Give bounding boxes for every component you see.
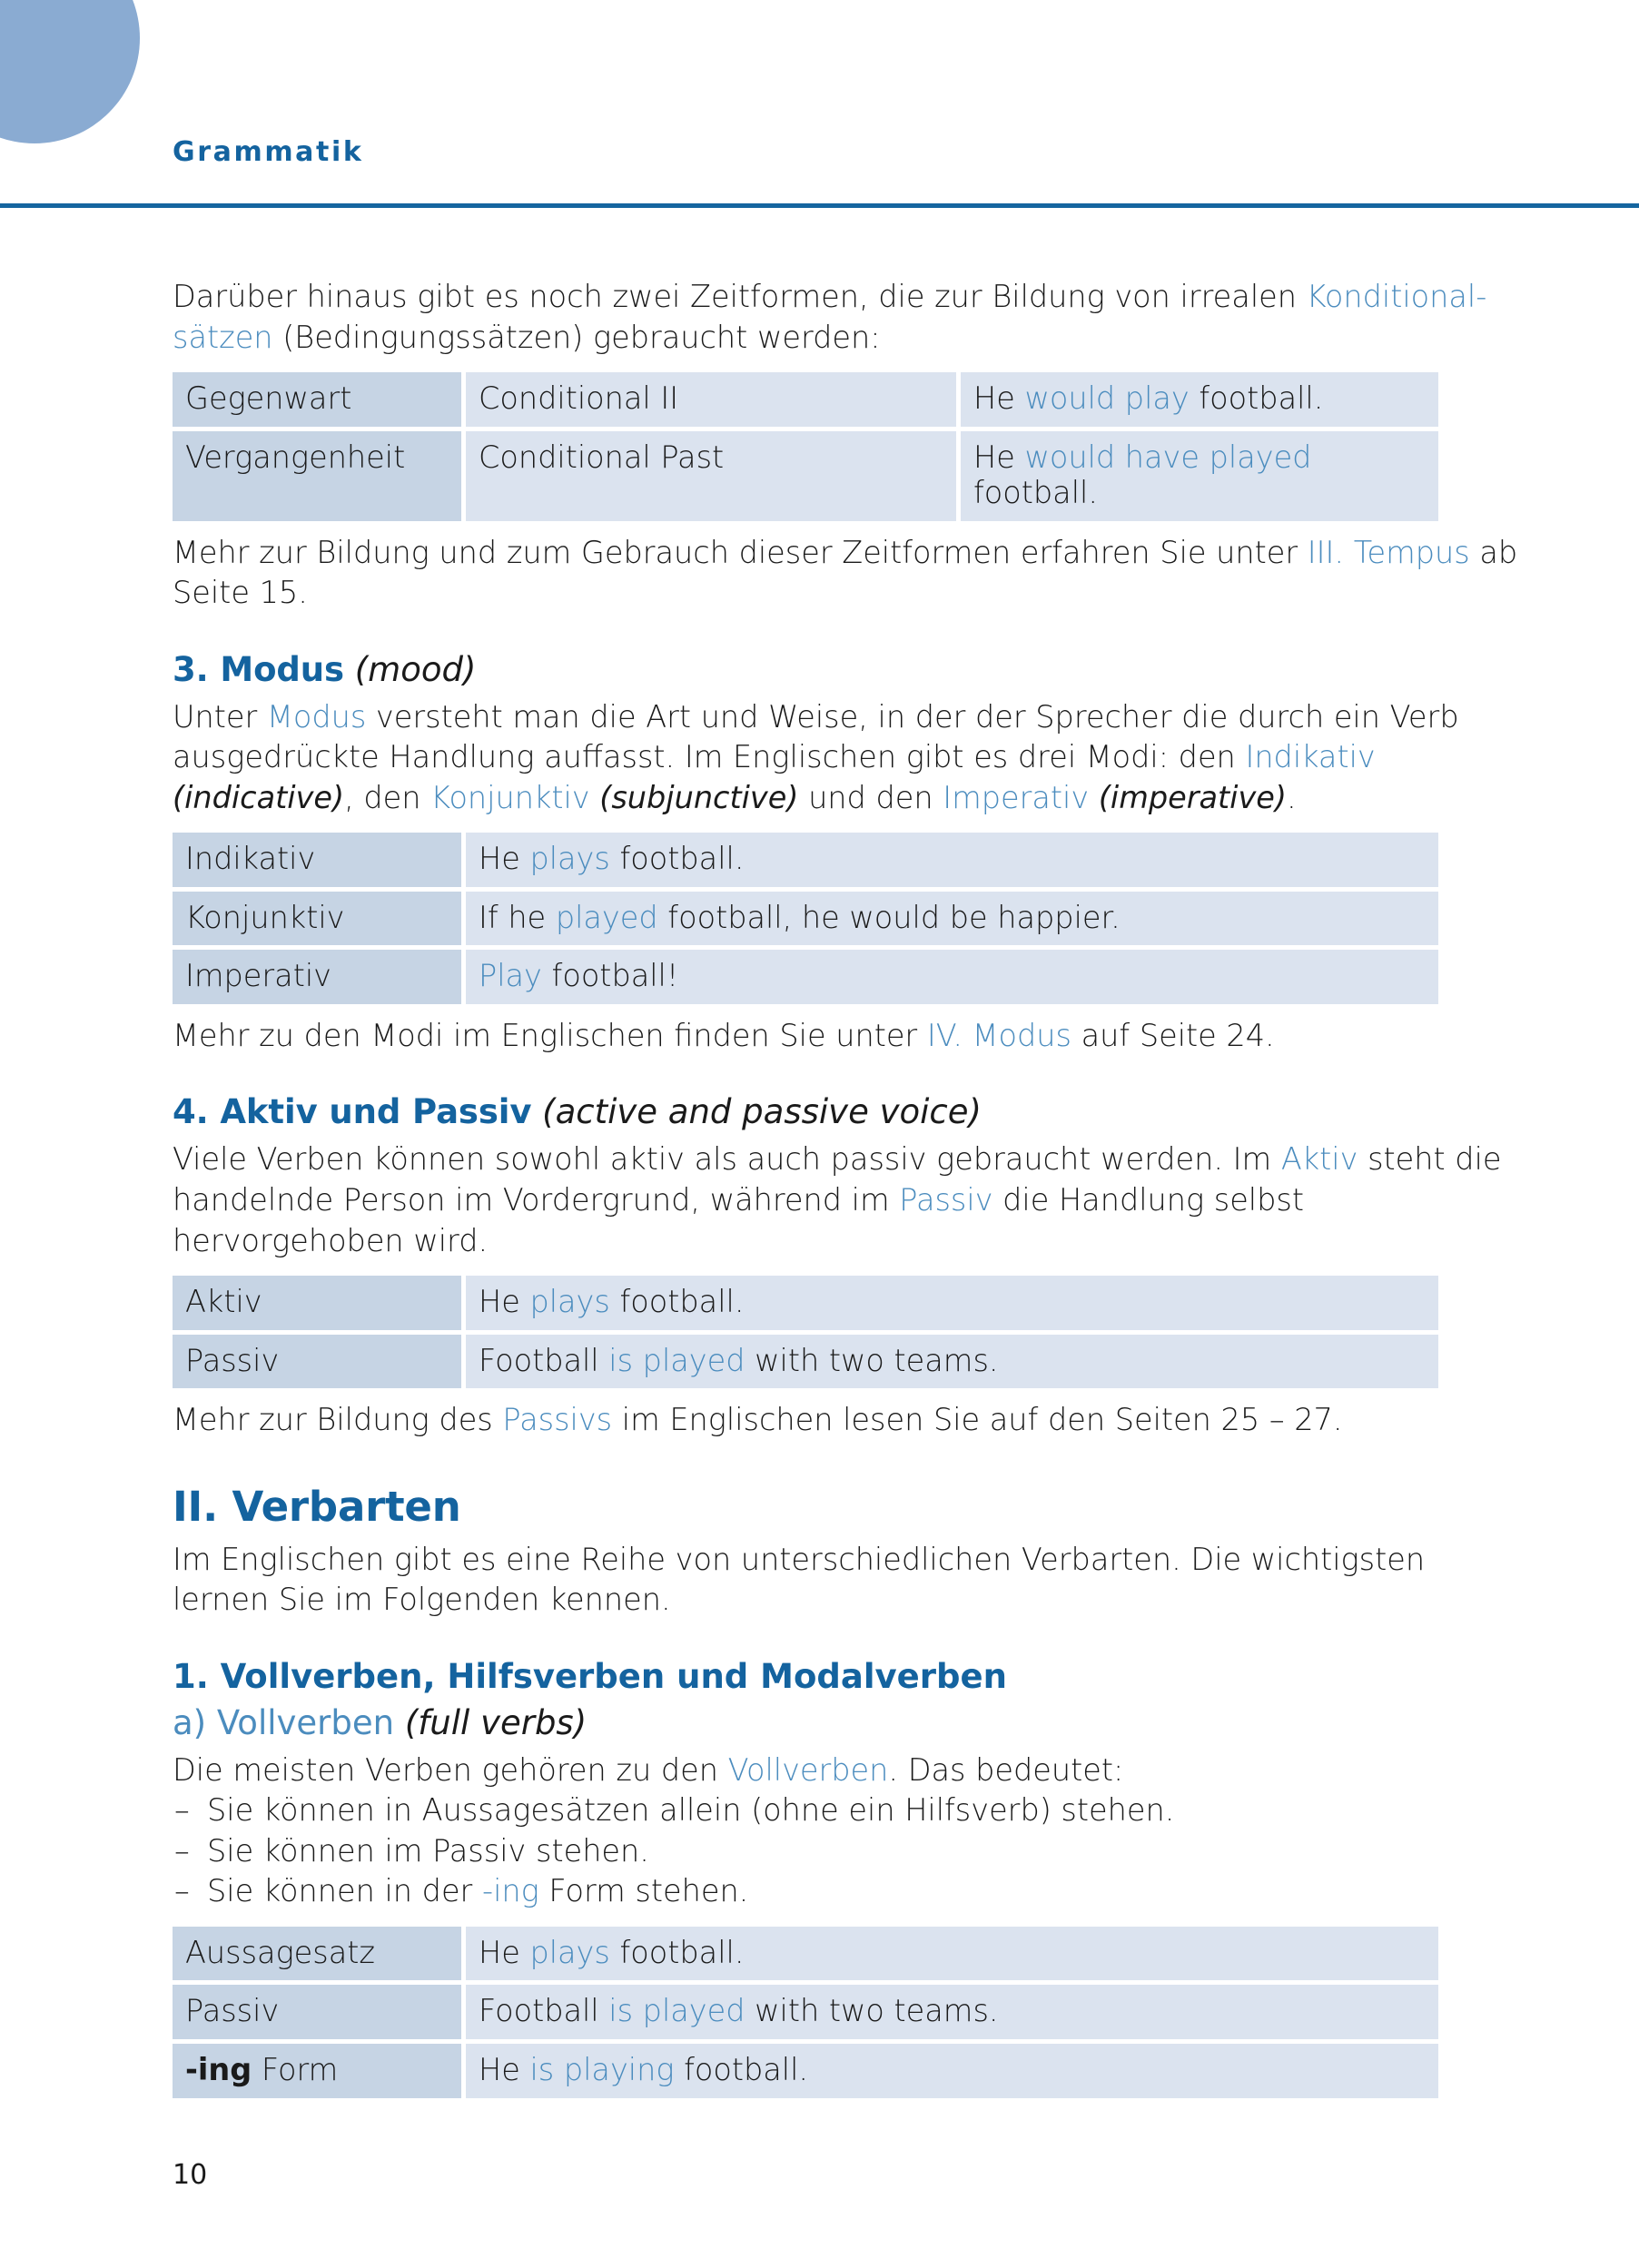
cell-example: [466, 1985, 1438, 2039]
cell-example: [961, 431, 1438, 521]
voice-paragraph: [173, 1139, 1530, 1261]
intro-term-konditionalsaetze-part1: Konditional-: [1306, 279, 1487, 314]
example-highlight: would have played: [1024, 439, 1312, 475]
term-imperativ-english: (imperative): [1089, 779, 1287, 815]
table-row: [173, 1335, 1438, 1389]
intro-term-konditionalsaetze-part2: sätzen: [173, 319, 273, 355]
modus-paragraph: [173, 697, 1530, 819]
term-vollverben: Vollverben: [727, 1751, 889, 1788]
term-konjunktiv-english: (subjunctive): [589, 779, 799, 815]
cell-label: Imperativ: [173, 950, 461, 1004]
list-item-post: Form stehen.: [538, 1873, 749, 1909]
example-post: football.: [1189, 380, 1324, 417]
example-post: football.: [609, 841, 745, 877]
example-pre: He: [479, 1284, 530, 1320]
after-voice-paragraph: [173, 1400, 1530, 1441]
term-konjunktiv: Konjunktiv: [430, 779, 590, 815]
table-row: [173, 950, 1438, 1004]
example-highlight: is playing: [529, 2052, 675, 2087]
example-post: football.: [973, 475, 1098, 511]
table-vollverben: [168, 1922, 1443, 2103]
after-cond-a: Mehr zur Bildung und zum Gebrauch dieser Zeitformen erfahren Sie unter: [173, 534, 1308, 570]
table-row: [173, 372, 1438, 427]
example-post: football.: [609, 1284, 745, 1320]
after-cond-b: ab Seite 15.: [173, 534, 1518, 611]
heading-modus: [173, 650, 1535, 689]
dash-bullet-icon: –: [174, 1873, 190, 1909]
table-row: [173, 1276, 1438, 1330]
heading-modus-english: (mood): [343, 649, 477, 689]
list-item: [173, 1790, 1535, 1831]
cell-example: [466, 1335, 1438, 1389]
example-pre: If he: [479, 899, 556, 935]
modus-p2: versteht man die Art und Weise, in der der Sprecher die durch ein Verb ausgedrückte Handlung auffasst. Im Englischen gibt es drei Modi: den: [173, 698, 1459, 775]
page-number: 10: [173, 2159, 208, 2191]
modus-p5: .: [1286, 779, 1297, 815]
list-item: [173, 1871, 1535, 1912]
heading-vollverben-english: (full verbs): [394, 1702, 587, 1742]
modus-p3: , den: [344, 779, 431, 815]
term-modus: Modus: [266, 698, 367, 735]
example-pre: Football: [479, 1342, 609, 1378]
voice-p1: Viele Verben können sowohl aktiv als auch passiv gebraucht werden. Im: [173, 1141, 1281, 1178]
vollverben-bullet-list: [173, 1790, 1535, 1912]
cell-label: Konjunktiv: [173, 892, 461, 946]
after-voice-a: Mehr zur Bildung des: [173, 1402, 503, 1438]
vollverben-intro-b: . Das bedeutet:: [888, 1751, 1124, 1788]
example-highlight: would play: [1024, 380, 1190, 417]
example-pre: He: [973, 439, 1025, 475]
example-highlight: is played: [608, 1993, 745, 2029]
vollverben-intro: [173, 1750, 1530, 1791]
dash-bullet-icon: –: [174, 1792, 190, 1829]
cross-ref-tempus: III. Tempus: [1307, 534, 1470, 570]
cell-label: Passiv: [173, 1335, 461, 1389]
table-row: [173, 1927, 1438, 1981]
example-post: football, he would be happier.: [657, 899, 1121, 935]
example-post: football.: [674, 2052, 809, 2087]
cell-label-rest: Form: [252, 2052, 339, 2087]
heading-vollverben-group: 1. Vollverben, Hilfsverben und Modalverben: [173, 1656, 1007, 1696]
term-passiv: Passiv: [899, 1182, 993, 1218]
dash-bullet-icon: –: [174, 1832, 190, 1869]
example-post: with two teams.: [745, 1342, 999, 1378]
table-row: [173, 833, 1438, 887]
verbarten-paragraph: Im Englischen gibt es eine Reihe von unterschiedlichen Verbarten. Die wichtigsten lernen Sie im Folgenden kennen.: [173, 1541, 1426, 1618]
cell-label-bold: -ing: [185, 2052, 252, 2087]
term-indikativ: Indikativ: [1245, 739, 1376, 775]
intro-paragraph: [173, 277, 1530, 358]
intro-text-a: Darüber hinaus gibt es noch zwei Zeitformen, die zur Bildung von irrealen: [173, 279, 1307, 314]
after-modus-b: auf Seite 24.: [1071, 1017, 1275, 1053]
after-modus-a: Mehr zu den Modi im Englischen finden Sie unter: [173, 1017, 927, 1053]
example-pre: He: [479, 2052, 530, 2087]
example-highlight: is played: [608, 1342, 745, 1378]
page-title: Grammatik: [173, 136, 364, 168]
table-row: [173, 431, 1438, 521]
heading-voice-number: 4. Aktiv und Passiv: [173, 1092, 532, 1132]
cell-form-name: Conditional II: [466, 372, 956, 427]
heading-vollverben: [173, 1703, 1535, 1742]
example-highlight: plays: [529, 1284, 610, 1320]
decorative-circle: [0, 0, 140, 143]
cell-label: Gegenwart: [173, 372, 461, 427]
example-highlight: plays: [529, 841, 610, 877]
table-modus: [168, 828, 1443, 1009]
cell-label: Indikativ: [173, 833, 461, 887]
content-column: [173, 277, 1535, 2110]
voice-p2: steht die handelnde Person im Vordergrund, während im: [173, 1141, 1502, 1218]
example-post: football.: [609, 1934, 745, 1970]
table-conditional-forms: [168, 368, 1443, 526]
cell-example: [466, 833, 1438, 887]
cell-label: Aussagesatz: [173, 1927, 461, 1981]
list-item: [173, 1831, 1535, 1872]
after-voice-b: im Englischen lesen Sie auf den Seiten 25 – 27.: [612, 1402, 1343, 1438]
cell-label: Passiv: [173, 1985, 461, 2039]
vollverben-intro-a: Die meisten Verben gehören zu den: [173, 1751, 728, 1788]
cell-example: [961, 372, 1438, 427]
cell-label: Vergangenheit: [173, 431, 461, 521]
example-highlight: played: [555, 899, 658, 935]
modus-p1: Unter: [173, 698, 267, 735]
after-conditional-paragraph: [173, 533, 1530, 614]
example-pre: He: [479, 1934, 530, 1970]
list-item-label: Sie können in Aussagesätzen allein (ohne ein Hilfsverb) stehen.: [207, 1792, 1175, 1829]
cross-ref-passivs: Passivs: [502, 1402, 613, 1438]
after-modus-paragraph: [173, 1016, 1530, 1057]
example-highlight: Play: [479, 958, 542, 994]
table-row: [173, 892, 1438, 946]
intro-text-b: (Bedingungssätzen) gebraucht werden:: [272, 319, 881, 355]
example-pre: He: [973, 380, 1025, 417]
list-item-label: Sie können im Passiv stehen.: [207, 1832, 649, 1869]
term-ing-form: -ing: [481, 1873, 539, 1909]
cell-label: Aktiv: [173, 1276, 461, 1330]
term-imperativ: Imperativ: [943, 779, 1090, 815]
term-indikativ-english: (indicative): [173, 779, 345, 815]
cell-example: [466, 892, 1438, 946]
heading-modus-number: 3. Modus: [173, 649, 344, 689]
voice-p3: die Handlung selbst hervorgehoben wird.: [173, 1182, 1304, 1258]
table-voice: [168, 1271, 1443, 1393]
cell-example: [466, 1276, 1438, 1330]
cell-example: [466, 2044, 1438, 2098]
example-post: with two teams.: [745, 1993, 999, 2029]
cell-label: [173, 2044, 461, 2098]
example-post: football!: [541, 958, 679, 994]
cell-example: [466, 950, 1438, 1004]
example-highlight: plays: [529, 1934, 610, 1970]
table-row: [173, 2044, 1438, 2098]
cell-example: [466, 1927, 1438, 1981]
cross-ref-modus: IV. Modus: [926, 1017, 1071, 1053]
example-pre: Football: [479, 1993, 609, 2029]
heading-voice-english: (active and passive voice): [531, 1092, 982, 1132]
cell-form-name: Conditional Past: [466, 431, 956, 521]
heading-verbarten: II. Verbarten: [173, 1482, 461, 1531]
header-divider: [0, 203, 1639, 208]
table-row: [173, 1985, 1438, 2039]
term-aktiv: Aktiv: [1280, 1141, 1358, 1178]
heading-voice: [173, 1092, 1535, 1131]
list-item-pre: Sie können in der: [207, 1873, 482, 1909]
example-pre: He: [479, 841, 530, 877]
heading-vollverben-label: a) Vollverben: [173, 1702, 395, 1742]
modus-p4: und den: [798, 779, 943, 815]
